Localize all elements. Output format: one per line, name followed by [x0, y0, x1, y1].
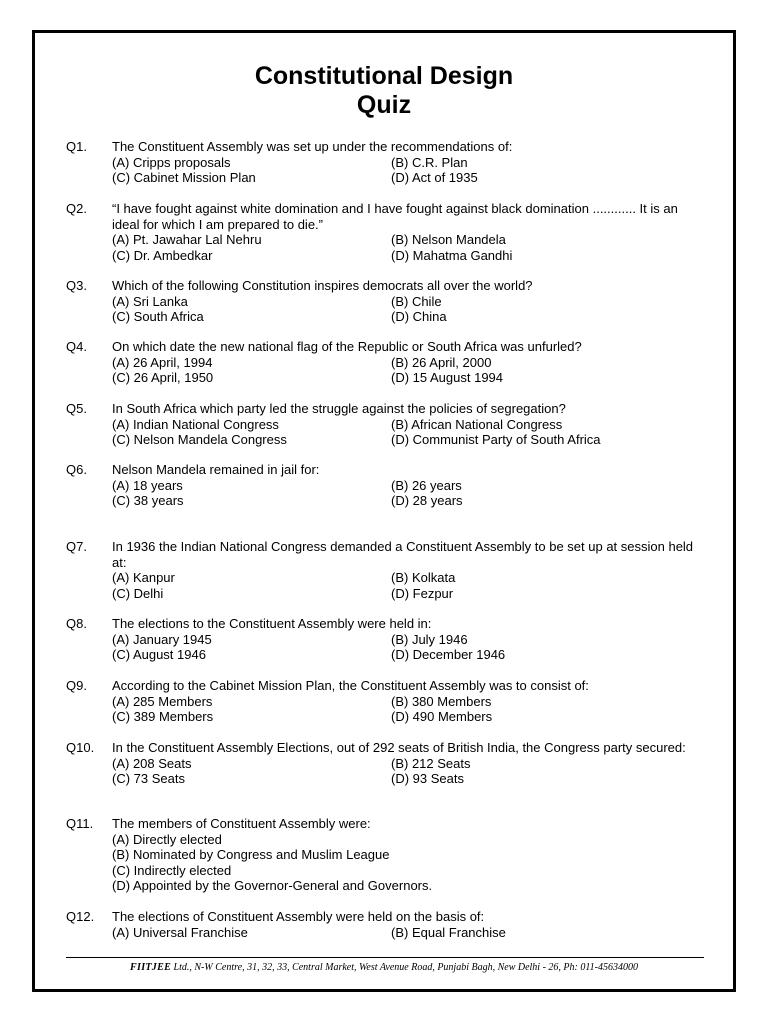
option-c: (C) August 1946 [112, 647, 206, 662]
question-stem: “I have fought against white domination and I have fought against black domination ............ It is an ideal for which I am prepared to die.” [112, 201, 678, 232]
option-a: (A) Universal Franchise [112, 924, 248, 940]
option-a: (A) 285 Members [112, 693, 213, 709]
options [112, 756, 706, 787]
option-c: (C) 38 years [112, 493, 184, 508]
question-6 [66, 462, 706, 509]
question-9 [66, 678, 706, 725]
question-number: Q5. [66, 401, 87, 416]
options [112, 632, 706, 663]
options [112, 570, 706, 601]
option-b: (B) Nelson Mandela [391, 232, 506, 247]
options [112, 355, 706, 386]
option-b: (B) 26 April, 2000 [391, 354, 492, 370]
question-8 [66, 616, 706, 663]
option-a: (A) 26 April, 1994 [112, 354, 213, 370]
option-a: (A) Sri Lanka [112, 293, 188, 309]
options [112, 478, 706, 509]
option-a: (A) Cripps proposals [112, 154, 231, 170]
question-stem: According to the Cabinet Mission Plan, the Constituent Assembly was to consist of: [112, 678, 589, 693]
option-c: (C) 73 Seats [112, 771, 185, 786]
option-b: (B) African National Congress [391, 416, 563, 432]
option-b: (B) Kolkata [391, 570, 456, 585]
option-b: (B) Equal Franchise [391, 924, 506, 940]
question-7 [66, 539, 706, 601]
option-b: (B) Nominated by Congress and Muslim League [112, 847, 390, 862]
option-c: (C) Dr. Ambedkar [112, 247, 213, 263]
question-5 [66, 401, 706, 448]
option-a: (A) Indian National Congress [112, 416, 279, 432]
question-stem: On which date the new national flag of the Republic or South Africa was unfurled? [112, 339, 582, 354]
question-number: Q1. [66, 139, 87, 154]
options [112, 417, 706, 448]
option-a: (A) January 1945 [112, 631, 212, 647]
question-number: Q4. [66, 339, 87, 354]
question-stem: The elections to the Constituent Assembly were held in: [112, 616, 432, 631]
option-c: (C) 26 April, 1950 [112, 370, 214, 385]
question-stem: The members of Constituent Assembly were: [112, 816, 371, 831]
option-c: (C) Delhi [112, 585, 164, 601]
question-number: Q7. [66, 539, 87, 554]
page-title [0, 62, 768, 120]
option-b: (B) 26 years [391, 477, 462, 493]
option-c: (C) South Africa [112, 309, 204, 324]
options [112, 925, 706, 941]
option-c: (C) Indirectly elected [112, 862, 232, 878]
footer [0, 962, 768, 974]
option-a: (A) Directly elected [112, 831, 222, 847]
question-stem: In the Constituent Assembly Elections, out of 292 seats of British India, the Congress party secured: [112, 740, 686, 755]
option-d: (D) Appointed by the Governor-General and Governors. [112, 878, 433, 893]
option-a: (A) 18 years [112, 477, 183, 493]
options [112, 694, 706, 725]
question-stem: Nelson Mandela remained in jail for: [112, 462, 320, 477]
question-number: Q3. [66, 278, 87, 293]
option-a: (A) Pt. Jawahar Lal Nehru [112, 232, 262, 247]
options [112, 294, 706, 325]
option-d: (D) December 1946 [391, 647, 506, 662]
option-d: (D) Communist Party of South Africa [391, 432, 601, 447]
question-number: Q8. [66, 616, 87, 631]
title-line-2: Quiz [356, 91, 412, 119]
question-3 [66, 278, 706, 325]
option-d: (D) 15 August 1994 [391, 370, 504, 385]
question-number: Q11. [66, 816, 94, 831]
question-4 [66, 339, 706, 386]
option-d: (D) 490 Members [391, 709, 493, 724]
option-d: (D) 93 Seats [391, 771, 464, 786]
question-11 [66, 816, 706, 894]
question-stem: The Constituent Assembly was set up under the recommendations of: [112, 139, 513, 154]
question-12 [66, 909, 706, 940]
question-number: Q10. [66, 740, 95, 755]
option-d: (D) Act of 1935 [391, 170, 478, 185]
option-c: (C) Cabinet Mission Plan [112, 170, 256, 185]
options [112, 155, 706, 186]
question-stem: In 1936 the Indian National Congress demanded a Constituent Assembly to be set up at session held at: [112, 539, 694, 570]
footer-divider [66, 957, 704, 958]
title-line-1: Constitutional Design [254, 62, 514, 90]
option-b: (B) C.R. Plan [391, 154, 468, 170]
question-stem: The elections of Constituent Assembly were held on the basis of: [112, 909, 485, 924]
option-d: (D) Mahatma Gandhi [391, 247, 513, 263]
option-d: (D) China [391, 309, 447, 324]
option-c: (C) Nelson Mandela Congress [112, 432, 287, 447]
option-a: (A) Kanpur [112, 570, 175, 585]
question-stem: Which of the following Constitution inspires democrats all over the world? [112, 278, 533, 293]
option-b: (B) 380 Members [391, 693, 492, 709]
option-b: (B) July 1946 [391, 631, 468, 647]
question-number: Q6. [66, 462, 87, 477]
option-c: (C) 389 Members [112, 709, 214, 724]
question-2 [66, 201, 706, 263]
option-a: (A) 208 Seats [112, 755, 192, 771]
footer-address: Ltd., N-W Centre, 31, 32, 33, Central Market, West Avenue Road, Punjabi Bagh, New Delhi - 26, Ph: 011-45634000 [171, 962, 638, 973]
option-b: (B) Chile [391, 293, 442, 309]
question-number: Q9. [66, 678, 87, 693]
question-10 [66, 740, 706, 787]
option-d: (D) 28 years [391, 493, 463, 508]
option-b: (B) 212 Seats [391, 755, 471, 771]
question-stem: In South Africa which party led the struggle against the policies of segregation? [112, 401, 566, 416]
fiitjee-logo: FIITJEE [130, 962, 172, 973]
question-number: Q2. [66, 201, 87, 216]
option-d: (D) Fezpur [391, 585, 454, 601]
question-1 [66, 139, 706, 186]
options [112, 232, 706, 263]
question-number: Q12. [66, 909, 95, 924]
